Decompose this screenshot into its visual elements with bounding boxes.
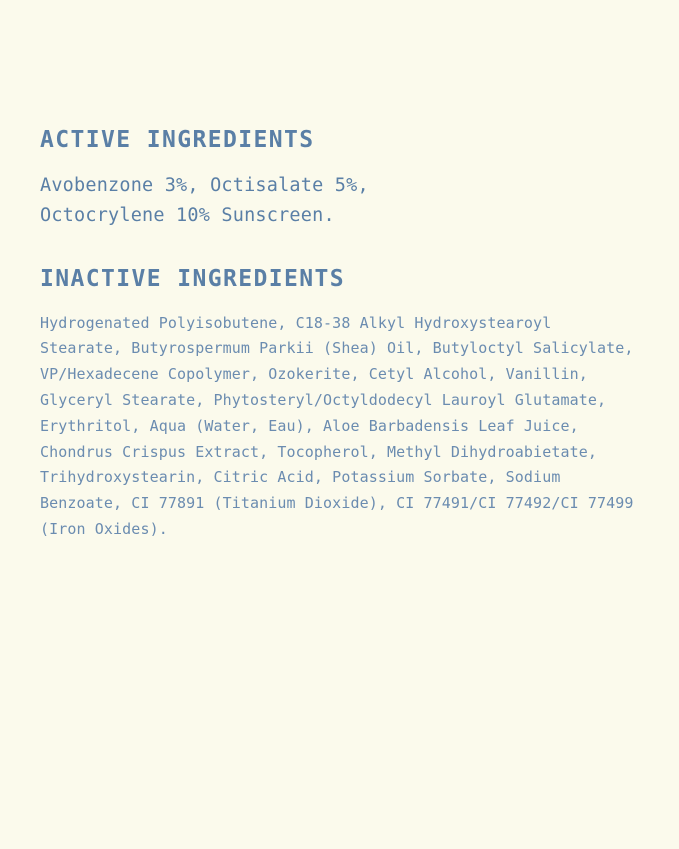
active-ingredients-heading: ACTIVE INGREDIENTS (40, 127, 315, 153)
active-ingredients-text: Avobenzone 3%, Octisalate 5%, Octocrylene 10% Sunscreen. (40, 175, 369, 227)
inactive-ingredients-text: Hydrogenated Polyisobutene, C18-38 Alkyl Hydroxystearoyl Stearate, Butyrospermum Parkii (Shea) Oil, Butyloctyl Salicylate, VP/Hexadecene Copolymer, Ozokerite, Cetyl Alcohol, Vanillin, Glyceryl Stearate, Phytosteryl/Octyldodecyl Lauroyl Glutamate, Erythritol, Aqua (Water, Eau), Aloe Barbadensis Leaf Juice, Chondrus Crispus Extract, Tocopherol, Methyl Dihydroabietate, Trihydroxystearin, Citric Acid, Potassium Sorbate, Sodium Benzoate, CI 77891 (Titanium Dioxide), CI 77491/CI 77492/CI 77499 (Iron Oxides). (40, 313, 634, 538)
inactive-ingredients-section (40, 267, 639, 542)
active-ingredients-section (40, 128, 639, 231)
inactive-ingredients-heading: INACTIVE INGREDIENTS (40, 266, 345, 293)
